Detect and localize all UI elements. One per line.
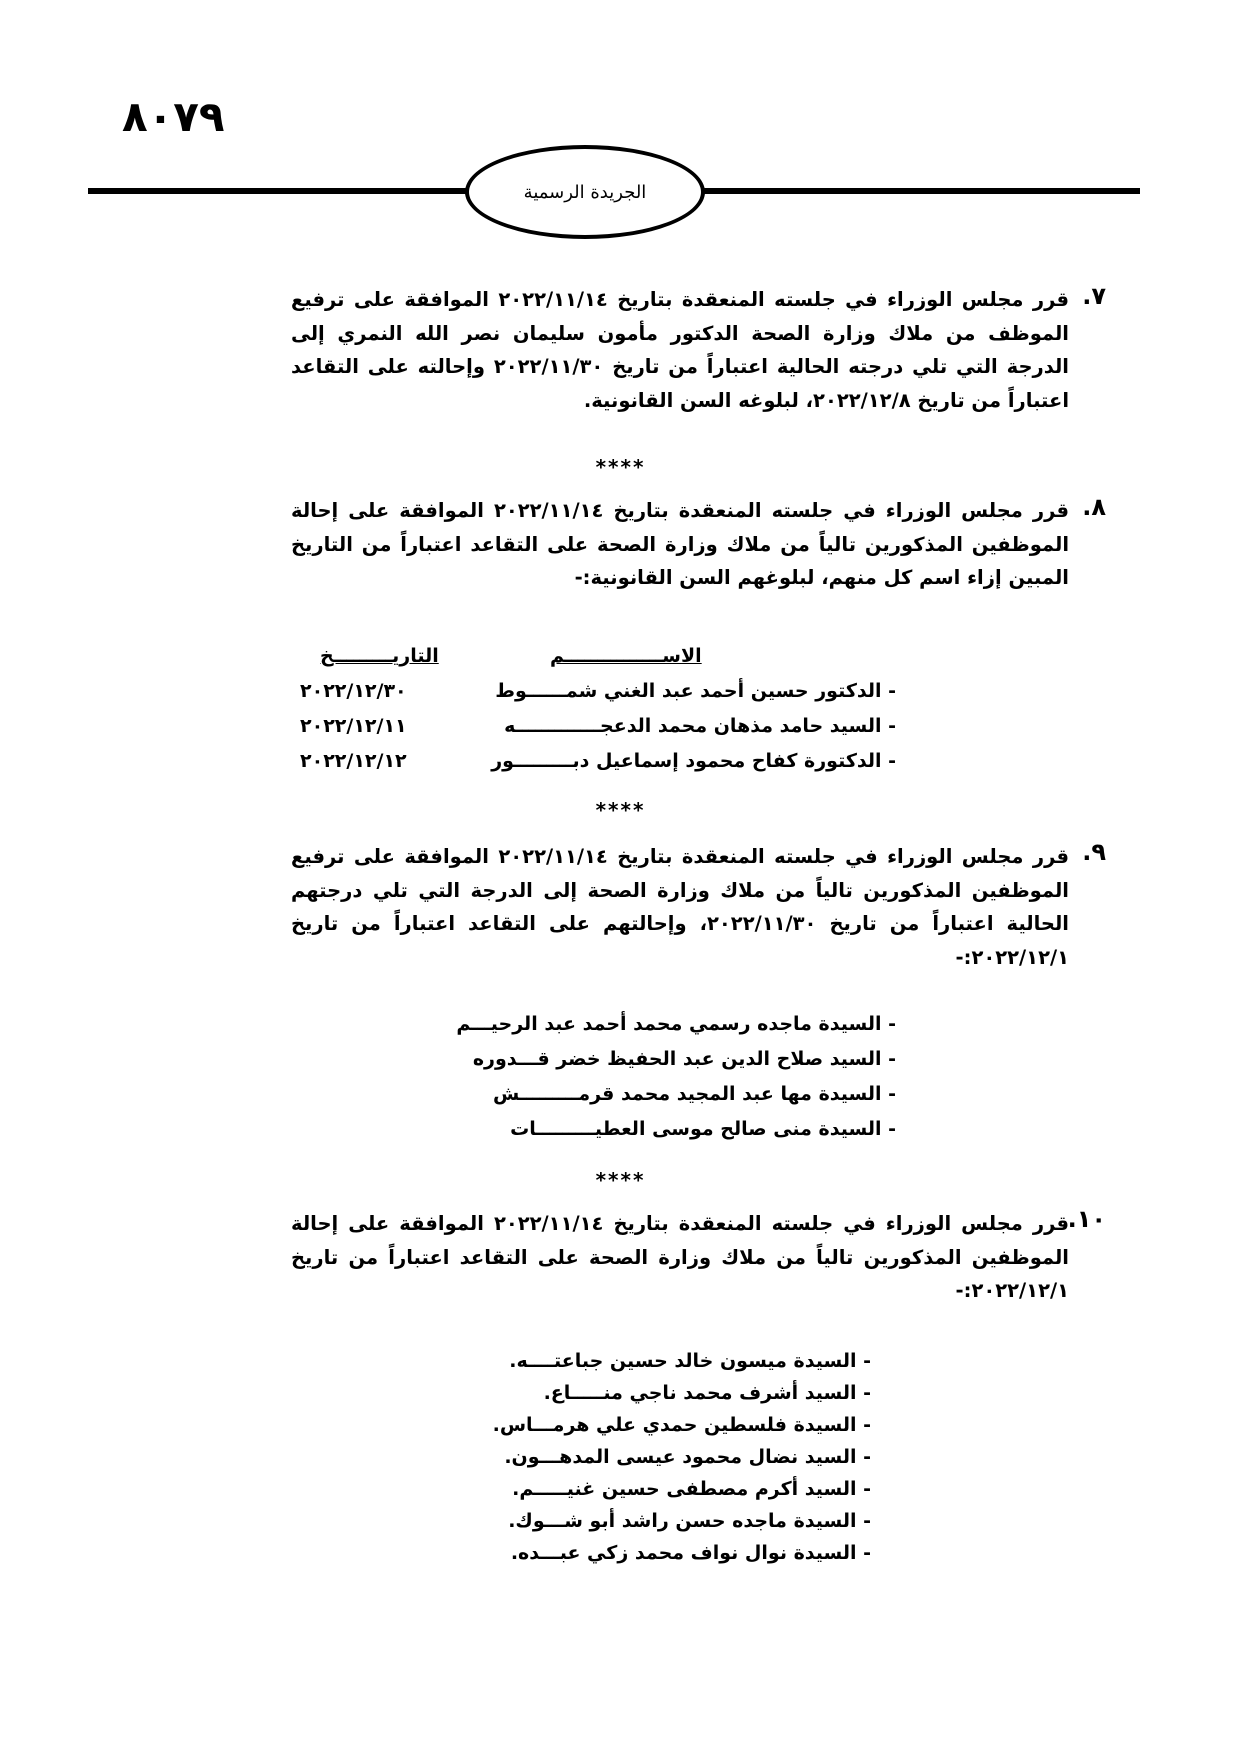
list-item: - السيدة مها عبد المجيد محمد قرمـــــــــش — [493, 1083, 896, 1105]
list-item: - السيد صلاح الدين عبد الحفيظ خضر قـــدوره — [472, 1048, 896, 1070]
item-paragraph: قرر مجلس الوزراء في جلسته المنعقدة بتاريخ ٢٠٢٢/١١/١٤ الموافقة على إحالة الموظفين المذكورين تالياً من ملاك وزارة الصحة على التقاعد اعتباراً من التاريخ المبين إزاء اسم كل منهم، لبلوغهم السن القانونية:- — [291, 499, 1069, 589]
table-header-name: الاســـــــــــــــم — [550, 645, 702, 667]
list-item: - السيدة ماجده رسمي محمد أحمد عبد الرحيـــم — [456, 1013, 896, 1035]
table-row-date: ٢٠٢٢/١٢/١٢ — [300, 750, 407, 772]
list-item: - السيد أشرف محمد ناجي منـــــاع. — [543, 1382, 871, 1404]
table-row-name: - السيد حامد مذهان محمد الدعجـــــــــــــه — [504, 715, 896, 737]
item-paragraph: قرر مجلس الوزراء في جلسته المنعقدة بتاريخ ٢٠٢٢/١١/١٤ الموافقة على ترفيع الموظف من ملاك وزارة الصحة الدكتور مأمون سليمان نصر الله النمري إلى الدرجة التي تلي درجته الحالية اعتباراً من تاريخ ٢٠٢٢/١١/٣٠ وإحالته على التقاعد اعتباراً من تاريخ ٢٠٢٢/١٢/٨، لبلوغه السن القانونية. — [291, 288, 1069, 412]
item-paragraph: قرر مجلس الوزراء في جلسته المنعقدة بتاريخ ٢٠٢٢/١١/١٤ الموافقة على إحالة الموظفين المذكورين تالياً من ملاك وزارة الصحة على التقاعد اعتباراً من تاريخ ٢٠٢٢/١٢/١:- — [291, 1212, 1069, 1302]
separator: **** — [595, 798, 646, 822]
gazette-title-oval — [465, 145, 705, 239]
gazette-title: الجريدة الرسمية — [523, 181, 647, 203]
item-number: ٩. — [1082, 838, 1106, 866]
item-number: ١٠. — [1067, 1205, 1106, 1233]
list-item: - السيد نضال محمود عيسى المدهـــون. — [504, 1446, 871, 1468]
table-row-name: - الدكتورة كفاح محمود إسماعيل دبـــــــــور — [491, 750, 896, 772]
list-item: - السيدة ميسون خالد حسين جباعتــــه. — [509, 1350, 871, 1372]
table-header-date: التاريـــــــــخ — [320, 645, 439, 667]
separator: **** — [595, 455, 646, 479]
item-number: ٨. — [1082, 493, 1106, 521]
list-item: - السيدة ماجده حسن راشد أبو شـــوك. — [508, 1510, 871, 1532]
page-number: ٨٠٧٩ — [122, 92, 225, 141]
list-item: - السيدة نوال نواف محمد زكي عبـــده. — [510, 1542, 871, 1564]
table-row-date: ٢٠٢٢/١٢/٣٠ — [300, 680, 407, 702]
list-item: - السيد أكرم مصطفى حسين غنيـــــم. — [512, 1478, 871, 1500]
list-item: - السيدة فلسطين حمدي علي هرمـــاس. — [492, 1414, 871, 1436]
item-number: ٧. — [1082, 282, 1106, 310]
table-row-name: - الدكتور حسين أحمد عبد الغني شمــــــوط — [495, 680, 896, 702]
list-item: - السيدة منى صالح موسى العطيـــــــــات — [510, 1118, 896, 1140]
item-paragraph: قرر مجلس الوزراء في جلسته المنعقدة بتاريخ ٢٠٢٢/١١/١٤ الموافقة على ترفيع الموظفين المذكورين تالياً من ملاك وزارة الصحة إلى الدرجة التي تلي درجتهم الحالية اعتباراً من تاريخ ٢٠٢٢/١١/٣٠، وإحالتهم على التقاعد اعتباراً من تاريخ ٢٠٢٢/١٢/١:- — [291, 845, 1069, 969]
table-row-date: ٢٠٢٢/١٢/١١ — [300, 715, 407, 737]
separator: **** — [595, 1168, 646, 1192]
